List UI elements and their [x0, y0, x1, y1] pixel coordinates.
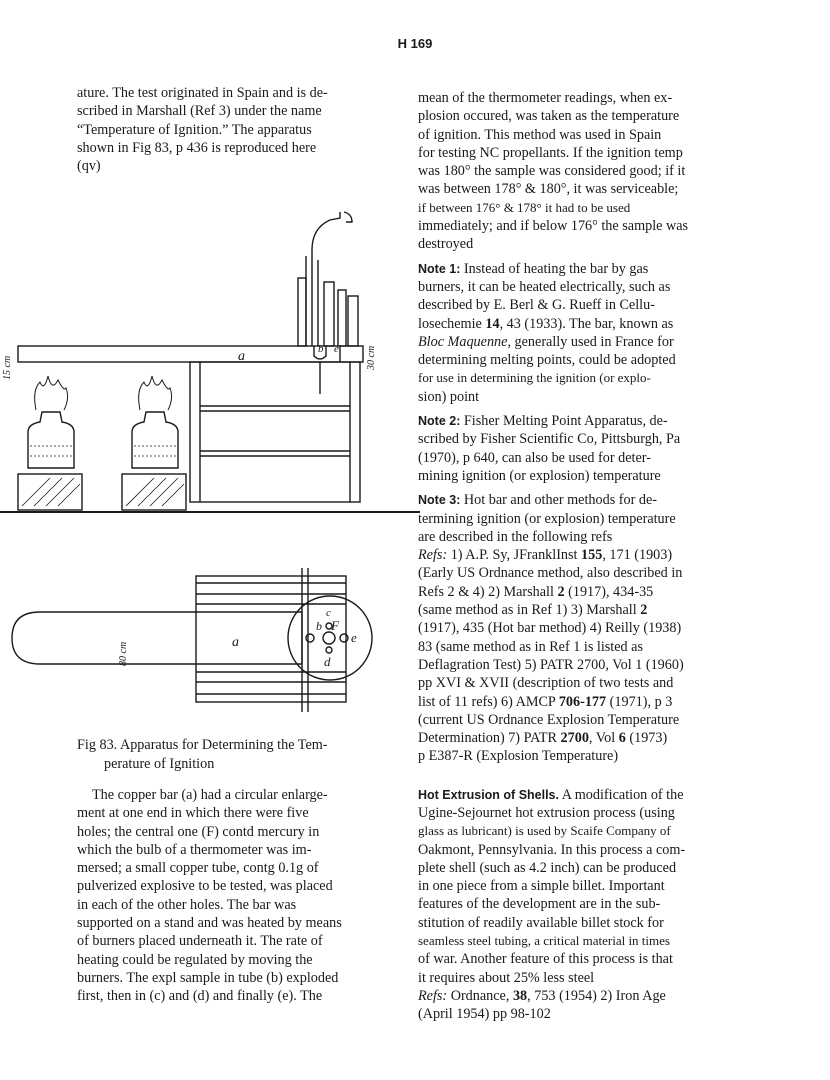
note-heading: Note 3:: [418, 493, 461, 508]
left-body-paragraph: [77, 786, 377, 1006]
text-line: scribed in Marshall (Ref 3) under the name: [77, 103, 322, 120]
right-column: [418, 89, 748, 1024]
volume-number: 2: [557, 583, 565, 600]
caption-line: perature of Ignition: [104, 756, 215, 772]
label-a: a: [238, 349, 245, 364]
text-line: The copper bar (a) had a circular enlarge-: [92, 787, 328, 803]
text-line: (current US Ordnance Explosion Temperature: [418, 711, 680, 728]
copper-bar-side: [18, 346, 363, 362]
text-span: , Vol: [588, 730, 619, 747]
text-line: determining melting points, could be adopted: [418, 352, 676, 369]
stand-frame: [190, 362, 360, 502]
text-line: ment at one end in which there were five: [77, 805, 309, 822]
hole: [306, 634, 314, 642]
label-e: e: [351, 630, 357, 645]
text-line: “Temperature of Ignition.” The apparatus: [77, 121, 312, 138]
hole-center-f: [323, 632, 335, 644]
text-line: (Early US Ordnance method, also described in: [418, 565, 683, 582]
dimension-80cm: 80 cm: [118, 641, 129, 666]
caption-line: Fig 83. Apparatus for Determining the Tem-: [77, 737, 328, 753]
text-line: heating could be regulated by moving the: [77, 951, 313, 968]
text-line: features of the development are in the sub-: [418, 896, 661, 913]
text-line: was 180° the sample was considered good; if it: [418, 163, 686, 180]
text-line: in each of the other holes. The bar was: [77, 896, 297, 913]
text-line: Deflagration Test) 5) PATR 2700, Vol 1 (1960): [418, 656, 684, 673]
text-line: described by E. Berl & G. Rueff in Cellu-: [418, 297, 655, 314]
left-intro-paragraph: [77, 84, 377, 175]
text-line: Instead of heating the bar by gas: [463, 260, 649, 277]
text-line: plete shell (such as 4.2 inch) can be produced: [418, 859, 677, 876]
text-span: , 171 (1903): [602, 547, 673, 564]
text-line: Fisher Melting Point Apparatus, de-: [463, 413, 668, 430]
text-line: shown in Fig 83, p 436 is reproduced here: [77, 139, 317, 156]
text-line: in one piece from a simple billet. Important: [418, 878, 665, 895]
text-line: (April 1954) pp 98-102: [418, 1006, 551, 1023]
text-line: of war. Another feature of this process is that: [418, 951, 673, 968]
text-line: which the bulb of a thermometer was im-: [77, 841, 312, 858]
text-line: pp XVI & XVII (description of two tests and: [418, 675, 674, 692]
dimension-30cm: 30 cm: [366, 345, 377, 370]
text-line: (1917), 435 (Hot bar method) 4) Reilly (1938): [418, 620, 682, 637]
text-line: glass as lubricant) is used by Scaife Company of: [418, 823, 671, 839]
text-line: mean of the thermometer readings, when ex-: [418, 90, 673, 106]
label-b: b: [318, 343, 324, 355]
text-line: stitution of readily available billet stock for: [418, 914, 664, 931]
flame-right: [139, 376, 172, 410]
text-line: mersed; a small copper tube, contg 0.1g of: [77, 860, 319, 877]
text-line: if between 176° & 178° it had to be used: [418, 199, 631, 215]
text-line: termining ignition (or explosion) temperature: [418, 510, 676, 527]
label-d: d: [324, 654, 331, 669]
text-line: scribed by Fisher Scientific Co, Pittsburgh, Pa: [418, 431, 681, 448]
text-span: (1971), p 3: [606, 693, 673, 710]
label-c: c: [326, 607, 331, 619]
text-span: (same method as in Ref 1) 3) Marshall: [418, 602, 641, 619]
text-line: burners, it can be heated electrically, such as: [418, 278, 671, 295]
text-line: Ugine-Sejournet hot extrusion process (using: [418, 804, 675, 821]
entry-heading: Hot Extrusion of Shells.: [418, 787, 559, 802]
text-line: holes; the central one (F) contd mercury in: [77, 823, 320, 840]
text-line: seamless steel tubing, a critical material in times: [418, 933, 670, 949]
text-line: sion) point: [418, 388, 480, 405]
page-number: H 169: [397, 36, 433, 51]
text-line: supported on a stand and was heated by means: [77, 915, 342, 932]
text-span: Ordnance,: [447, 987, 513, 1004]
note-3: [418, 491, 748, 765]
burner-left: [28, 412, 74, 468]
burner-right: [132, 412, 178, 468]
volume-number: 38: [512, 987, 528, 1004]
text-span: , 43 (1933). The bar, known as: [499, 315, 674, 332]
text-line: of burners placed underneath it. The rate of: [77, 933, 323, 950]
italic-term: Bloc Maquenne: [418, 333, 508, 350]
volume-number: 155: [581, 547, 603, 564]
note-1: [418, 260, 748, 406]
figure-caption: [77, 736, 377, 774]
label-b: b: [316, 619, 322, 633]
text-line: destroyed: [418, 236, 474, 253]
text-line: Oakmont, Pennsylvania. In this process a com-: [418, 841, 686, 858]
hole: [340, 634, 348, 642]
text-line: for testing NC propellants. If the ignition temp: [418, 144, 683, 161]
text-span: , 753 (1954) 2) Iron Age: [527, 987, 666, 1004]
copper-bar-plan: [12, 612, 302, 664]
hot-extrusion-entry: [418, 786, 748, 1024]
dimension-15cm: 15 cm: [2, 355, 13, 380]
text-line: are described in the following refs: [418, 528, 613, 545]
text-line: immediately; and if below 176° the sample was: [418, 218, 689, 235]
text-line: p E387-R (Explosion Temperature): [418, 748, 619, 765]
text-line: mining ignition (or explosion) temperature: [418, 467, 661, 484]
note-heading: Note 1:: [418, 261, 461, 276]
text-span: (1917), 434-35: [564, 583, 654, 600]
sample-tube: [324, 282, 334, 346]
flame-left: [35, 376, 68, 410]
text-line: plosion occured, was taken as the temperature: [418, 108, 680, 125]
thermometer: [312, 212, 340, 346]
refs-label: Refs:: [418, 987, 448, 1004]
text-span: A modification of the: [559, 786, 684, 803]
text-line: of ignition. This method was used in Spain: [418, 126, 662, 143]
text-line: first, then in (c) and (d) and finally (e). The: [77, 988, 323, 1005]
text-line: for use in determining the ignition (or explo-: [418, 370, 651, 386]
label-f: F: [331, 618, 339, 633]
label-e: e: [334, 343, 339, 355]
text-line: burners. The expl sample in tube (b) exploded: [77, 969, 339, 986]
right-intro-paragraph: [418, 89, 748, 254]
text-line: (qv): [77, 158, 101, 175]
text-line: pulverized explosive to be tested, was placed: [77, 878, 333, 895]
fig83-apparatus-drawing: [0, 200, 420, 720]
text-line: was between 178° & 180°, it was serviceable;: [418, 181, 679, 198]
text-span: , generally used in France for: [507, 333, 674, 350]
label-a: a: [232, 635, 239, 650]
text-span: losechemie: [418, 315, 486, 332]
volume-number: 6: [618, 730, 626, 747]
text-span: list of 11 refs) 6) AMCP: [418, 693, 559, 710]
volume-number: 2: [640, 602, 648, 619]
text-span: (1973): [625, 730, 668, 747]
hole: [326, 647, 332, 653]
volume-number: 14: [485, 315, 500, 332]
volume-number: 706-177: [558, 693, 607, 710]
sample-tube: [338, 290, 346, 346]
text-line: 83 (same method as in Ref 1 is listed as: [418, 638, 643, 655]
text-span: 1) A.P. Sy, JFranklInst: [447, 547, 582, 564]
text-line: (1970), p 640, can also be used for deter-: [418, 449, 651, 466]
volume-number: 2700: [560, 730, 589, 747]
note-2: [418, 412, 748, 485]
sample-tube: [348, 296, 358, 346]
refs-label: Refs:: [418, 547, 448, 564]
note-heading: Note 2:: [418, 414, 461, 429]
text-line: Hot bar and other methods for de-: [463, 492, 657, 509]
sample-tube: [298, 278, 306, 346]
text-line: ature. The test originated in Spain and is de-: [77, 85, 328, 101]
text-span: Determination) 7) PATR: [418, 730, 561, 747]
text-line: it requires about 25% less steel: [418, 969, 595, 986]
text-span: Refs 2 & 4) 2) Marshall: [418, 583, 558, 600]
